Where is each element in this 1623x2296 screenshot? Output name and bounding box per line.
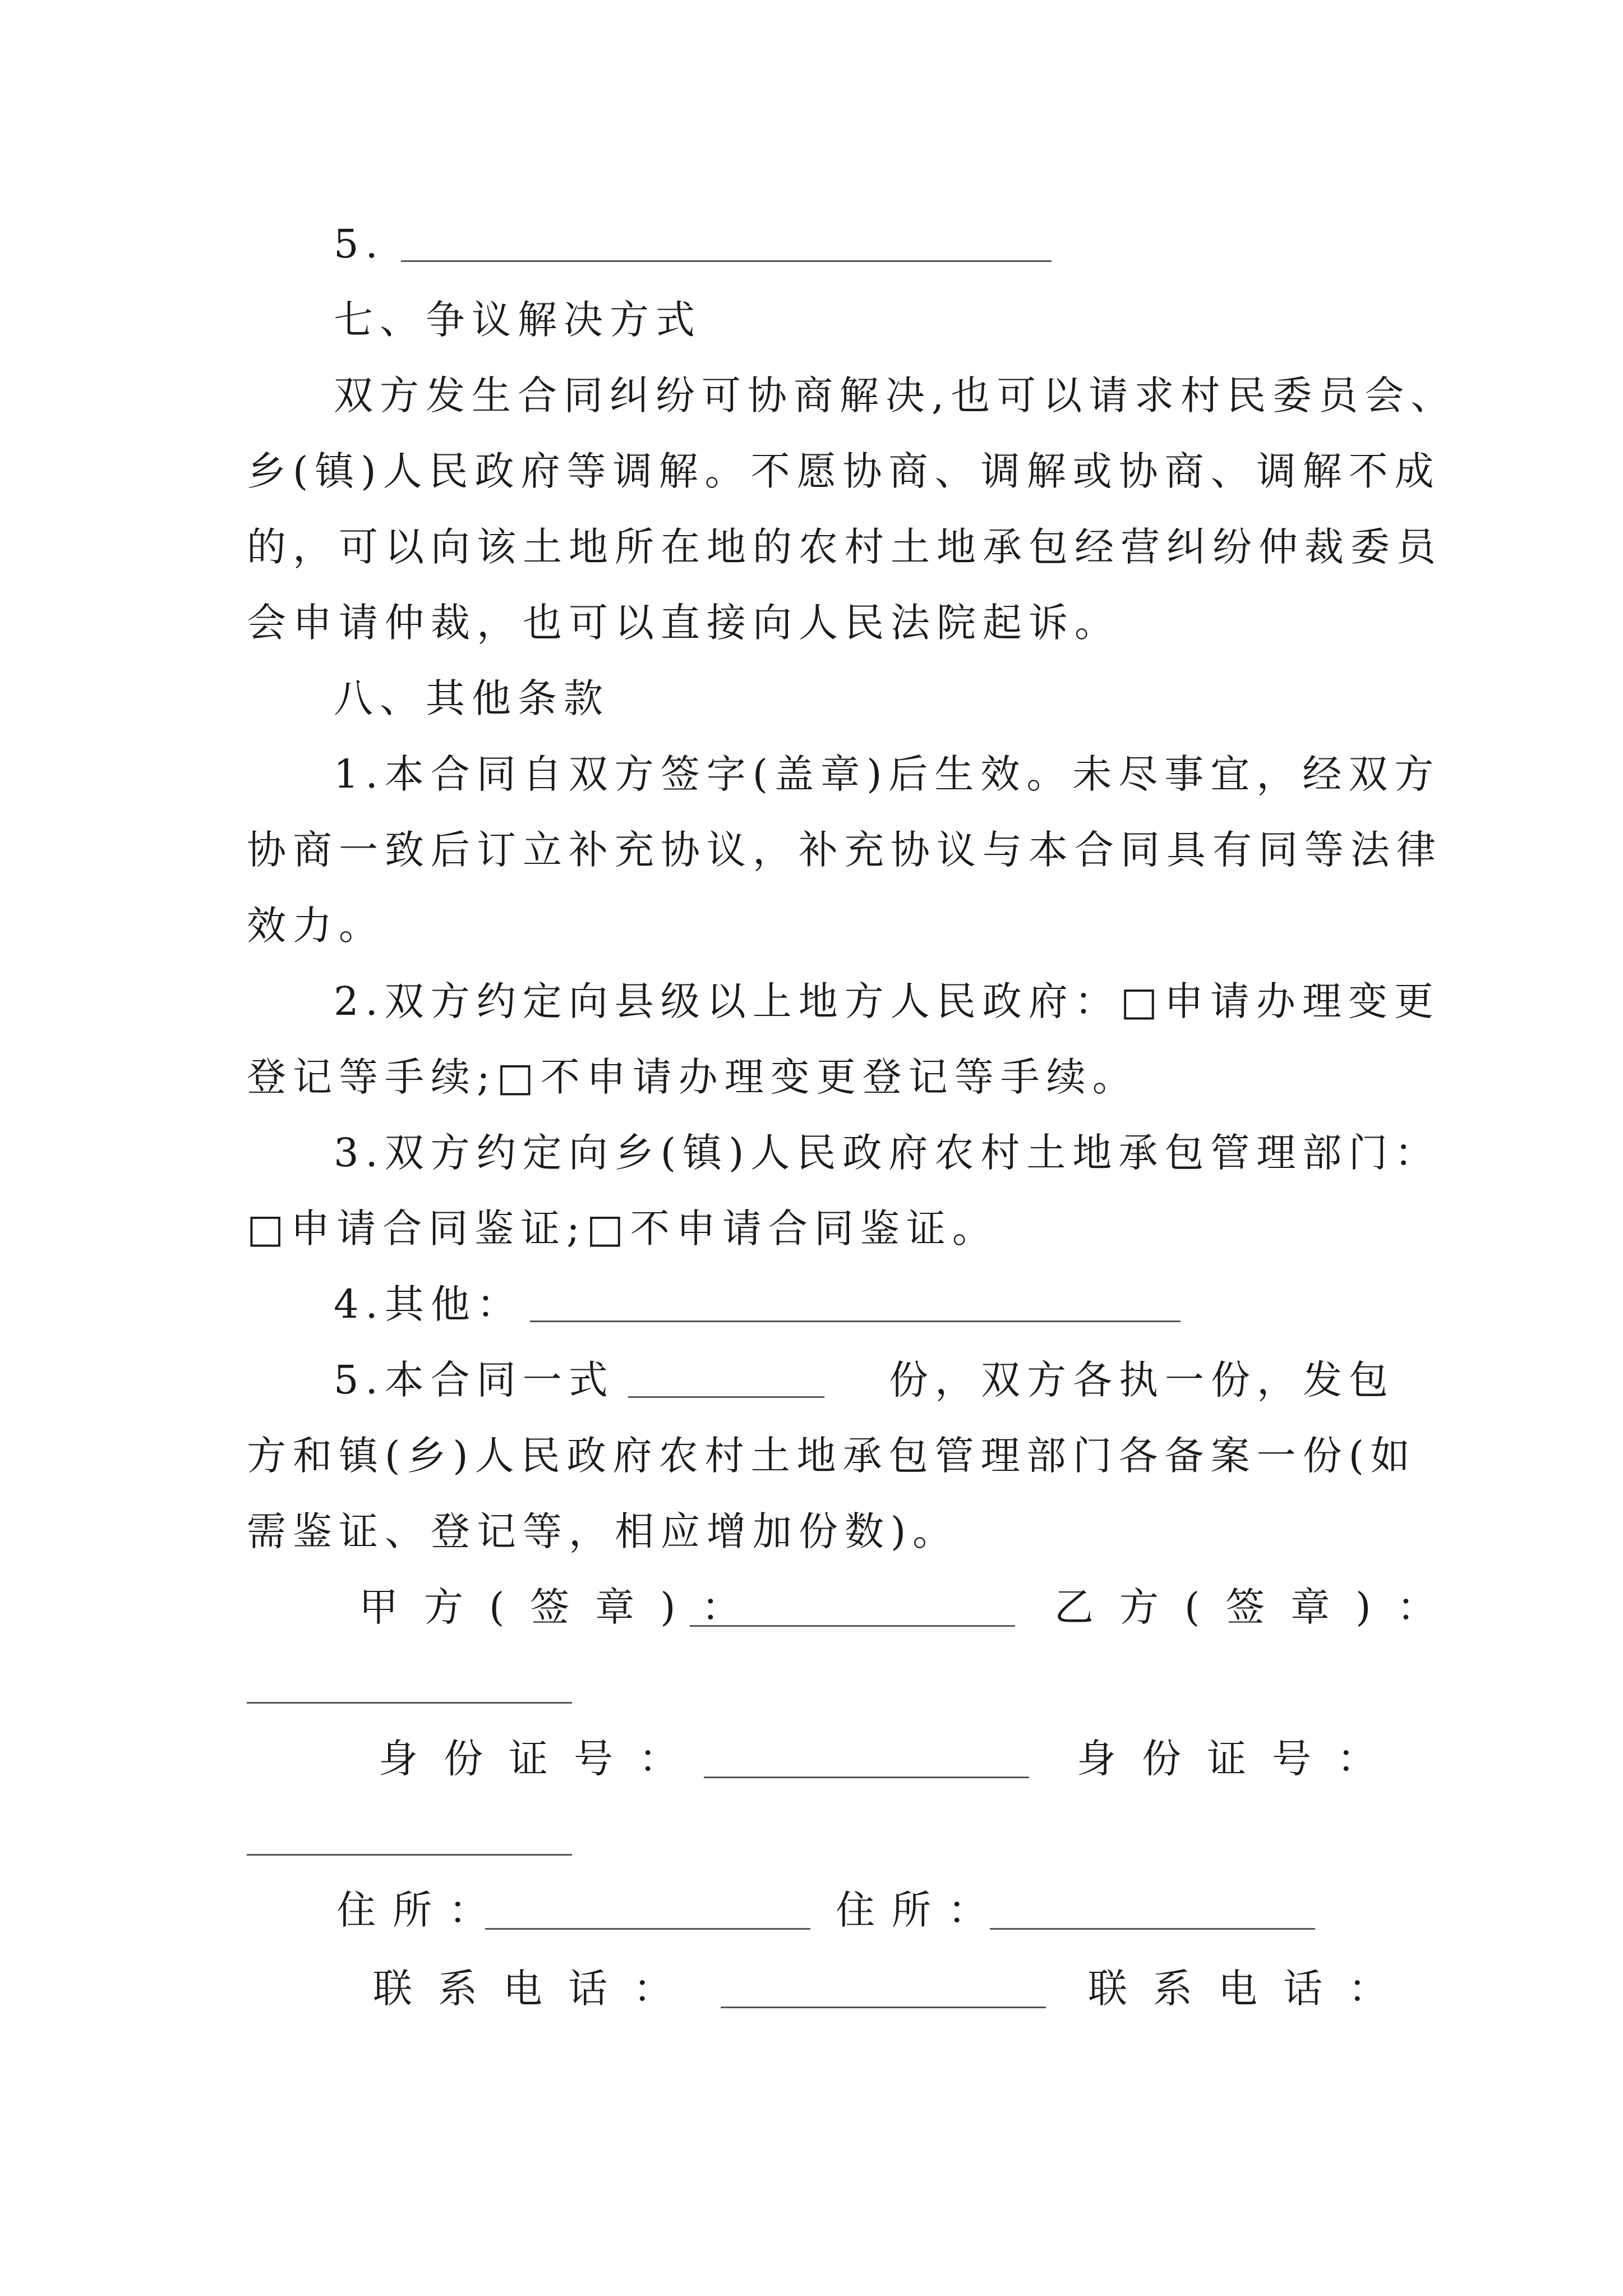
party-b-id-blank[interactable] [247,1853,572,1856]
section-7-title: 七、争议解决方式 [334,297,702,343]
para-7-line-3: 的，可以向该土地所在地的农村土地承包经营纠纷仲裁委员 [247,524,1442,570]
party-b-address-label: 住所： [836,1887,1004,1933]
party-a-address-blank[interactable] [485,1927,810,1930]
clause-4-line [334,1281,523,1327]
party-a-phone-label: 联系电话： [373,1966,698,2012]
clause-2-line-1: 2.双方约定向县级以上地方人民政府：□申请办理变更 [334,978,1440,1024]
section-8-title: 八、其他条款 [334,675,610,721]
party-b-id-label: 身份证号： [1077,1736,1402,1782]
party-b-phone-label: 联系电话： [1088,1966,1413,2012]
item-5-blank[interactable] [401,259,1052,262]
party-b-address-blank[interactable] [990,1927,1315,1930]
clause-5-line-1b: 份，双方各执一份，发包 [889,1357,1395,1403]
clause-1-line-1: 1.本合同自双方签字(盖章)后生效。未尽事宜，经双方 [334,751,1441,797]
clause-1-line-3: 效力。 [247,903,385,949]
clause-1-line-2: 协商一致后订立补充协议，补充协议与本合同具有同等法律 [247,827,1442,873]
para-7-line-1: 双方发生合同纠纷可协商解决,也可以请求村民委员会、 [334,372,1457,418]
party-b-sign-label: 乙方(签章)： [1054,1584,1462,1630]
item-5-label: 5. [334,221,385,267]
clause-5-line-1a: 5.本合同一式 [334,1357,615,1403]
party-b-sign-blank[interactable] [247,1701,572,1704]
clause-5-line-2: 方和镇(乡)人民政府农村土地承包管理部门各备案一份(如 [247,1433,1417,1479]
para-7-line-2: 乡(镇)人民政府等调解。不愿协商、调解或协商、调解不成 [247,448,1441,494]
party-a-phone-blank[interactable] [721,2005,1046,2008]
party-a-id-blank[interactable] [704,1775,1029,1778]
item-5-line [334,221,385,267]
clause-4-label: 4.其他： [334,1281,523,1327]
party-a-sign-blank[interactable] [690,1624,1015,1627]
clause-5-line-3: 需鉴证、登记等，相应增加份数)。 [247,1508,959,1554]
party-a-id-label: 身份证号： [379,1736,704,1782]
clause-3-line-1: 3.双方约定向乡(镇)人民政府农村土地承包管理部门： [334,1130,1441,1176]
party-a-address-label: 住所： [336,1887,505,1933]
party-a-sign-label: 甲方(签章)： [359,1584,767,1630]
copies-blank[interactable] [628,1395,824,1398]
para-7-line-4: 会申请仲裁，也可以直接向人民法院起诉。 [247,600,1121,646]
clause-4-blank[interactable] [530,1319,1181,1322]
clause-2-line-2: 登记等手续;□不申请办理变更登记等手续。 [247,1054,1138,1100]
clause-3-line-2: □申请合同鉴证;□不申请合同鉴证。 [247,1205,998,1251]
